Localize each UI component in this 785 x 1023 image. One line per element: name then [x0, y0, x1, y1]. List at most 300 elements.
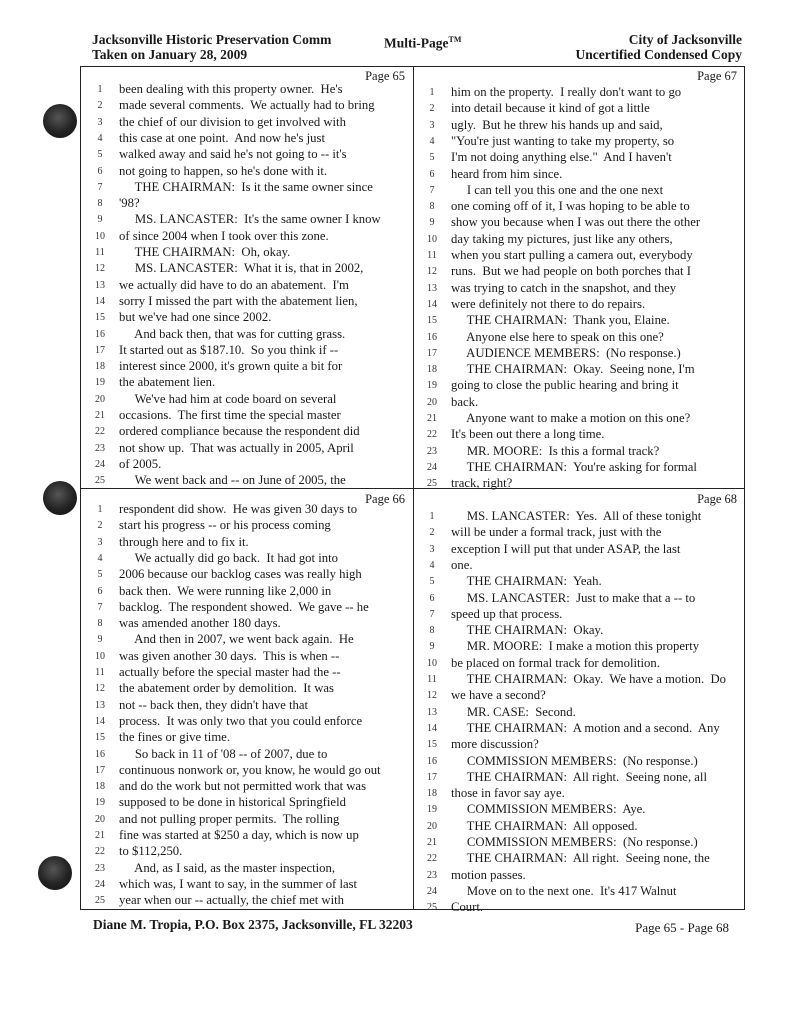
transcript-line — [89, 114, 411, 130]
line-number: 11 — [427, 674, 437, 685]
line-number: 17 — [427, 771, 437, 783]
transcript-line — [421, 377, 743, 393]
transcript-line — [421, 312, 743, 328]
line-text: sorry I missed the part with the abatement lien, — [119, 293, 358, 308]
line-number: 18 — [95, 781, 105, 793]
transcript-line — [421, 573, 743, 589]
line-number: 3 — [97, 536, 103, 548]
line-number: 22 — [427, 429, 437, 441]
page-number: Page 66 — [365, 492, 405, 506]
transcript-line — [89, 746, 411, 762]
transcript-line — [421, 720, 743, 736]
line-text: MS. LANCASTER: Just to make that a -- to — [451, 590, 696, 605]
transcript-line — [421, 769, 743, 785]
line-number: 25 — [427, 478, 437, 490]
line-number: 24 — [95, 458, 105, 470]
transcript-line — [421, 214, 743, 230]
line-text: THE CHAIRMAN: Oh, okay. — [119, 245, 291, 259]
line-number: 8 — [97, 198, 103, 210]
transcript-line — [421, 410, 743, 426]
transcript-line — [89, 501, 411, 517]
line-text: fine was started at $250 a day, which is now up — [119, 828, 359, 842]
line-text: start his progress -- or his process coming — [119, 518, 331, 533]
line-number: 19 — [427, 804, 437, 816]
line-number: 5 — [97, 569, 103, 581]
transcript-line — [421, 231, 743, 247]
line-number: 6 — [429, 592, 435, 604]
line-text: THE CHAIRMAN: Thank you, Elaine. — [451, 313, 670, 328]
line-number: 1 — [429, 87, 435, 98]
transcript-line — [89, 277, 411, 293]
header-center — [384, 32, 461, 51]
line-number: 10 — [95, 650, 105, 662]
line-text: and do the work but not permitted work that was — [119, 779, 367, 794]
line-text: THE CHAIRMAN: Okay. — [451, 623, 604, 638]
transcript-line — [421, 850, 743, 866]
transcript-line — [89, 631, 411, 647]
line-text: more discussion? — [451, 737, 539, 752]
line-text: Anyone want to make a motion on this one? — [451, 411, 691, 425]
line-number: 2 — [97, 520, 103, 532]
line-number: 15 — [95, 732, 105, 744]
line-text: backlog. The respondent showed. We gave -- he — [119, 599, 369, 614]
line-text: motion passes. — [451, 867, 526, 882]
line-number: 8 — [97, 618, 103, 630]
transcript-line — [421, 296, 743, 312]
line-text: THE CHAIRMAN: Okay. Seeing none, I'm — [451, 362, 695, 377]
transcript-line — [89, 146, 411, 162]
line-text: was trying to catch in the snapshot, and they — [451, 280, 677, 295]
transcript-line — [89, 827, 411, 843]
line-number: 22 — [427, 853, 437, 865]
line-number: 4 — [97, 552, 103, 564]
transcript-line — [421, 166, 743, 182]
line-number: 3 — [97, 116, 103, 128]
transcript-line — [89, 163, 411, 179]
line-number: 9 — [429, 641, 435, 653]
line-text: "You're just wanting to take my property, so — [451, 133, 675, 148]
line-text: THE CHAIRMAN: All right. Seeing none, the — [451, 851, 710, 866]
line-text: the fines or give time. — [119, 730, 230, 745]
transcript-line — [421, 84, 743, 100]
line-number: 23 — [95, 862, 105, 874]
line-number: 14 — [427, 298, 437, 310]
line-number: 4 — [97, 132, 103, 144]
line-text: not -- back then, they didn't have that — [119, 697, 309, 712]
line-number: 10 — [427, 657, 437, 669]
line-text: MR. CASE: Second. — [451, 704, 576, 719]
line-text: THE CHAIRMAN: A motion and a second. Any — [451, 720, 720, 735]
line-number: 19 — [95, 377, 105, 389]
line-text: occasions. The first time the special master — [119, 408, 341, 422]
line-text: to $112,250. — [119, 844, 183, 859]
transcript-line — [89, 228, 411, 244]
line-text: but we've had one since 2002. — [119, 310, 272, 325]
punch-hole-bottom — [38, 856, 72, 890]
trademark-mark: TM — [448, 35, 462, 44]
line-text: through here and to fix it. — [119, 534, 249, 549]
line-text: into detail because it kind of got a little — [451, 101, 650, 116]
line-number: 7 — [97, 181, 103, 193]
transcript-line — [89, 648, 411, 664]
line-number: 24 — [427, 885, 437, 897]
transcript-line — [421, 736, 743, 752]
page-number: Page 65 — [365, 69, 405, 83]
line-number: 8 — [429, 625, 435, 637]
line-text: was given another 30 days. This is when -- — [119, 648, 340, 663]
line-text: And, as I said, as the master inspection, — [119, 860, 335, 875]
line-text: THE CHAIRMAN: All right. Seeing none, all — [451, 769, 707, 784]
transcript-line — [89, 762, 411, 778]
line-number: 15 — [427, 739, 437, 751]
line-number: 21 — [95, 410, 105, 421]
line-text: 2006 because our backlog cases was really high — [119, 567, 362, 582]
line-number: 18 — [427, 364, 437, 376]
transcript-panel-page-66 — [89, 490, 411, 910]
line-number: 19 — [95, 797, 105, 809]
line-text: we have a second? — [451, 688, 546, 703]
line-text: We've had him at code board on several — [119, 391, 337, 406]
line-text: the chief of our division to get involved with — [119, 114, 346, 129]
header-right — [575, 32, 742, 62]
line-number: 13 — [95, 279, 105, 291]
line-text: be placed on formal track for demolition. — [451, 655, 660, 670]
line-number: 16 — [95, 748, 105, 760]
line-number: 6 — [97, 585, 103, 597]
line-number: 4 — [429, 135, 435, 147]
transcript-line — [89, 407, 411, 423]
line-number: 12 — [427, 690, 437, 702]
transcript-line — [89, 583, 411, 599]
line-number: 1 — [429, 511, 435, 522]
transcript-line — [421, 459, 743, 475]
line-number: 17 — [95, 764, 105, 776]
line-number: 24 — [427, 461, 437, 473]
line-number: 1 — [97, 84, 103, 95]
header-city: City of Jacksonville — [628, 32, 742, 47]
line-number: 25 — [95, 895, 105, 907]
line-text: not show up. That was actually in 2005, April — [119, 440, 354, 455]
transcript-line — [421, 622, 743, 638]
line-number: 5 — [429, 576, 435, 588]
transcript-line — [421, 263, 743, 279]
transcript-line — [89, 778, 411, 794]
line-text: MS. LANCASTER: What it is, that in 2002, — [119, 261, 364, 276]
line-text: MS. LANCASTER: Yes. All of these tonight — [451, 509, 702, 523]
line-text: we actually did have to do an abatement. I'm — [119, 277, 349, 292]
line-number: 21 — [95, 830, 105, 841]
transcript-line — [89, 713, 411, 729]
line-number: 20 — [427, 396, 437, 408]
line-text: track, right? — [451, 476, 513, 491]
header-commission-title: Jacksonville Historic Preservation Comm — [92, 32, 332, 47]
transcript-line — [421, 606, 743, 622]
transcript-line — [89, 697, 411, 713]
line-text: one. — [451, 557, 473, 572]
line-text: this case at one point. And now he's just — [119, 130, 325, 145]
line-text: walked away and said he's not going to -- it's — [119, 147, 347, 162]
line-number: 1 — [97, 504, 103, 515]
transcript-line — [89, 97, 411, 113]
transcript-line — [89, 550, 411, 566]
footer-reporter-address: Diane M. Tropia, P.O. Box 2375, Jacksonville, FL 32203 — [93, 917, 413, 932]
transcript-line — [89, 794, 411, 810]
transcript-line — [89, 860, 411, 876]
transcript-line — [421, 785, 743, 801]
transcript-line — [421, 133, 743, 149]
transcript-line — [89, 566, 411, 582]
header-date: Taken on January 28, 2009 — [92, 47, 248, 62]
line-text: THE CHAIRMAN: Yeah. — [451, 574, 602, 589]
transcript-line — [89, 440, 411, 456]
line-text: THE CHAIRMAN: You're asking for formal — [451, 459, 697, 474]
line-number: 21 — [427, 837, 437, 848]
transcript-line — [421, 801, 743, 817]
line-text: ordered compliance because the respondent did — [119, 424, 360, 439]
page-number: Page 68 — [697, 492, 737, 506]
line-number: 13 — [95, 699, 105, 711]
transcript-line — [89, 326, 411, 342]
line-text: THE CHAIRMAN: Okay. We have a motion. Do — [451, 672, 727, 686]
line-number: 3 — [429, 543, 435, 555]
transcript-line — [421, 182, 743, 198]
transcript-line — [89, 374, 411, 390]
transcript-line — [89, 179, 411, 195]
line-number: 25 — [427, 902, 437, 914]
transcript-line — [89, 472, 411, 488]
line-number: 7 — [429, 608, 435, 620]
transcript-line — [89, 456, 411, 472]
line-number: 4 — [429, 559, 435, 571]
line-number: 11 — [95, 667, 105, 678]
transcript-panel-page-68 — [421, 490, 743, 915]
transcript-line — [89, 517, 411, 533]
line-text: runs. But we had people on both porches that I — [451, 264, 691, 279]
transcript-line — [421, 329, 743, 345]
line-text: Move on to the next one. It's 417 Walnut — [451, 883, 677, 898]
transcript-line — [89, 729, 411, 745]
transcript-line — [421, 247, 743, 263]
transcript-line — [89, 615, 411, 631]
line-text: those in favor say aye. — [451, 786, 565, 801]
line-text: THE CHAIRMAN: All opposed. — [451, 818, 638, 833]
line-number: 12 — [95, 683, 105, 695]
line-text: back then. We were running like 2,000 in — [119, 583, 332, 598]
line-text: MS. LANCASTER: It's the same owner I know — [119, 212, 381, 227]
transcript-line — [89, 358, 411, 374]
line-number: 7 — [97, 601, 103, 613]
line-text: We went back and -- on June of 2005, the — [119, 473, 346, 488]
line-text: THE CHAIRMAN: Is it the same owner since — [119, 179, 373, 194]
line-number: 6 — [429, 168, 435, 180]
line-number: 14 — [95, 295, 105, 307]
transcript-line — [421, 345, 743, 361]
line-text: COMMISSION MEMBERS: Aye. — [451, 802, 646, 817]
line-number: 13 — [427, 706, 437, 718]
transcript-line — [421, 426, 743, 442]
transcript-line — [89, 423, 411, 439]
line-number: 10 — [427, 233, 437, 245]
line-number: 2 — [429, 103, 435, 115]
line-number: 20 — [95, 393, 105, 405]
transcript-line — [89, 195, 411, 211]
line-text: and not pulling proper permits. The rolling — [119, 811, 340, 826]
header-multipage: Multi-Page — [384, 35, 449, 51]
transcript-line — [89, 876, 411, 892]
line-text: Court. — [451, 900, 484, 915]
line-text: I'm not doing anything else." And I haven't — [451, 150, 672, 165]
transcript-line — [89, 211, 411, 227]
transcript-line — [421, 883, 743, 899]
line-text: AUDIENCE MEMBERS: (No response.) — [451, 345, 681, 360]
line-text: It's been out there a long time. — [451, 427, 605, 442]
transcript-line — [89, 342, 411, 358]
line-text: the abatement order by demolition. It was — [119, 681, 334, 696]
line-text: of since 2004 when I took over this zone. — [119, 228, 329, 243]
line-text: process. It was only two that you could enforce — [119, 713, 363, 728]
line-text: And back then, that was for cutting grass. — [119, 326, 346, 341]
line-number: 8 — [429, 201, 435, 213]
line-number: 20 — [427, 820, 437, 832]
line-number: 9 — [97, 634, 103, 646]
line-number: 18 — [427, 788, 437, 800]
line-text: him on the property. I really don't want to go — [451, 85, 682, 99]
transcript-line — [89, 534, 411, 550]
line-text: of 2005. — [119, 456, 162, 471]
line-text: COMMISSION MEMBERS: (No response.) — [451, 835, 698, 849]
transcript-line — [89, 130, 411, 146]
line-number: 10 — [95, 230, 105, 242]
line-text: So back in 11 of '08 -- of 2007, due to — [119, 746, 328, 761]
line-number: 5 — [97, 149, 103, 161]
transcript-line — [89, 260, 411, 276]
transcript-line — [89, 293, 411, 309]
transcript-panel-page-67 — [421, 67, 743, 491]
line-text: actually before the special master had the -- — [119, 665, 341, 679]
line-number: 17 — [95, 344, 105, 356]
line-number: 14 — [427, 722, 437, 734]
line-text: And then in 2007, we went back again. He — [119, 632, 354, 647]
transcript-line — [421, 508, 743, 524]
line-number: 19 — [427, 380, 437, 392]
transcript-line — [421, 280, 743, 296]
line-text: '98? — [119, 196, 140, 211]
transcript-line — [421, 867, 743, 883]
line-number: 12 — [427, 266, 437, 278]
line-number: 16 — [427, 331, 437, 343]
line-text: been dealing with this property owner. He's — [119, 82, 343, 96]
line-number: 11 — [427, 250, 437, 261]
punch-hole-middle — [43, 481, 77, 515]
line-text: when you start pulling a camera out, everybody — [451, 248, 693, 262]
line-text: Anyone else here to speak on this one? — [451, 329, 664, 344]
transcript-line — [421, 361, 743, 377]
header-copy-status: Uncertified Condensed Copy — [575, 47, 742, 62]
line-number: 23 — [427, 445, 437, 457]
line-text: back. — [451, 394, 479, 409]
transcript-line — [89, 892, 411, 908]
punch-hole-top — [43, 104, 77, 138]
line-number: 12 — [95, 263, 105, 275]
transcript-line — [89, 843, 411, 859]
transcript-line — [421, 524, 743, 540]
transcript-line — [421, 117, 743, 133]
line-text: heard from him since. — [451, 166, 563, 181]
line-number: 23 — [95, 442, 105, 454]
line-text: were definitely not there to do repairs. — [451, 296, 646, 311]
line-number: 14 — [95, 715, 105, 727]
line-number: 22 — [95, 426, 105, 438]
line-text: COMMISSION MEMBERS: (No response.) — [451, 753, 698, 768]
transcript-line — [421, 818, 743, 834]
line-number: 7 — [429, 184, 435, 196]
line-text: day taking my pictures, just like any others, — [451, 231, 673, 246]
transcript-line — [421, 753, 743, 769]
line-number: 15 — [95, 312, 105, 324]
line-number: 16 — [427, 755, 437, 767]
transcript-line — [421, 198, 743, 214]
line-number: 9 — [97, 214, 103, 226]
transcript-line — [89, 811, 411, 827]
line-number: 2 — [429, 527, 435, 539]
transcript-line — [421, 149, 743, 165]
line-number: 9 — [429, 217, 435, 229]
line-text: going to close the public hearing and bring it — [451, 378, 679, 393]
transcript-line — [421, 687, 743, 703]
transcript-line — [89, 391, 411, 407]
line-number: 3 — [429, 119, 435, 131]
line-text: We actually did go back. It had got into — [119, 550, 338, 565]
line-text: exception I will put that under ASAP, the last — [451, 541, 681, 556]
transcript-line — [421, 704, 743, 720]
line-number: 2 — [97, 100, 103, 112]
line-text: MR. MOORE: I make a motion this property — [451, 639, 700, 654]
transcript-line — [421, 443, 743, 459]
transcript-panel-page-65 — [89, 67, 411, 487]
line-text: respondent did show. He was given 30 days to — [119, 502, 358, 516]
transcript-line — [421, 655, 743, 671]
transcript-line — [89, 599, 411, 615]
line-number: 18 — [95, 361, 105, 373]
page-number: Page 67 — [697, 69, 737, 83]
line-text: show you because when I was out there the other — [451, 215, 701, 230]
transcript-line — [421, 394, 743, 410]
transcript-line — [421, 899, 743, 915]
transcript-line — [89, 664, 411, 680]
header-left — [92, 32, 331, 62]
line-number: 13 — [427, 282, 437, 294]
transcript-line — [421, 475, 743, 491]
line-text: continuous nonwork or, you know, he would go out — [119, 762, 381, 777]
transcript-line — [421, 557, 743, 573]
line-text: which was, I want to say, in the summer of last — [119, 876, 358, 891]
line-number: 23 — [427, 869, 437, 881]
line-number: 16 — [95, 328, 105, 340]
transcript-line — [89, 680, 411, 696]
line-number: 20 — [95, 813, 105, 825]
line-text: ugly. But he threw his hands up and said, — [451, 117, 663, 132]
transcript-line — [421, 638, 743, 654]
line-number: 15 — [427, 315, 437, 327]
line-text: I can tell you this one and the one next — [451, 182, 664, 197]
line-number: 17 — [427, 347, 437, 359]
line-text: not going to happen, so he's done with it. — [119, 163, 328, 178]
line-text: speed up that process. — [451, 606, 563, 621]
transcript-line — [421, 541, 743, 557]
line-text: was amended another 180 days. — [119, 616, 281, 631]
line-number: 11 — [95, 247, 105, 258]
line-number: 25 — [95, 475, 105, 487]
